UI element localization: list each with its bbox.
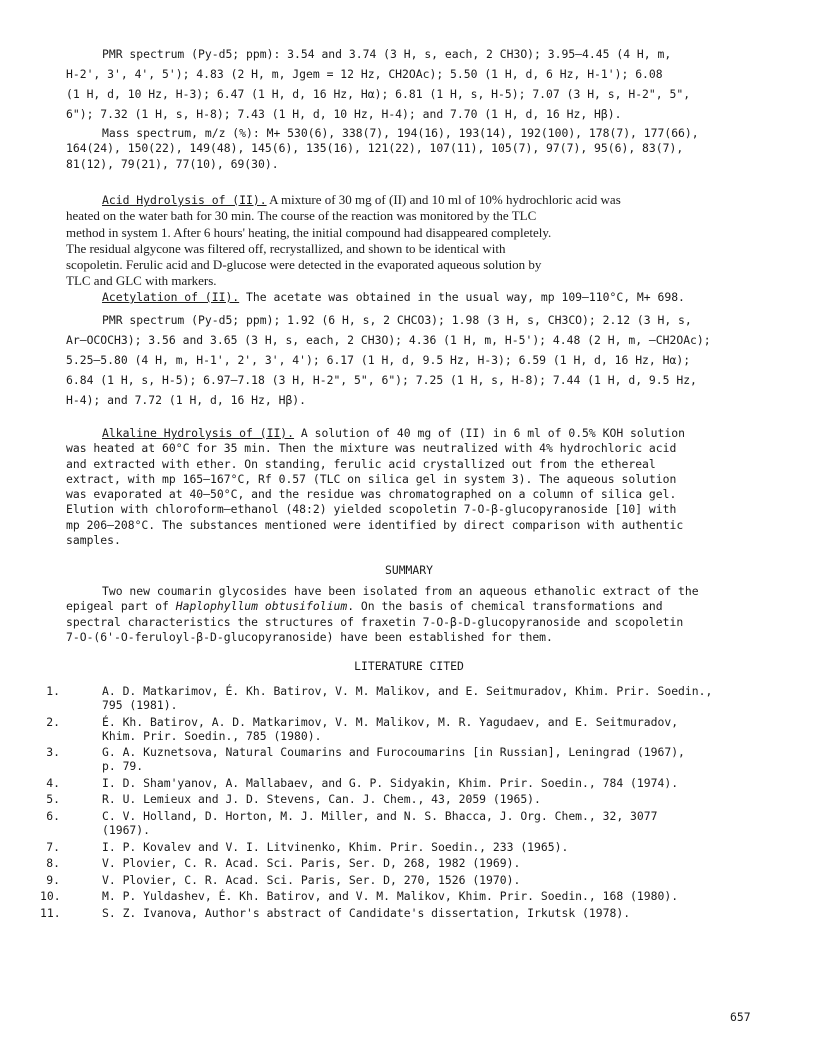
reference-item <box>40 792 756 806</box>
reference-item <box>40 873 756 887</box>
reference-item <box>40 745 756 773</box>
reference-item <box>40 856 756 870</box>
reference-text: I. P. Kovalev and V. I. Litvinenko, Khim. Prir. Soedin., 233 (1965). <box>102 839 569 854</box>
reference-number: 1. <box>46 684 60 698</box>
reference-number: 11. <box>40 905 61 920</box>
summary-heading: SUMMARY <box>384 563 433 577</box>
reference-text: R. U. Lemieux and J. D. Stevens, Can. J. Chem., 43, 2059 (1965). <box>102 792 541 807</box>
reference-item <box>40 906 756 920</box>
alkaline-hydrolysis-paragraph <box>66 426 752 548</box>
reference-text: G. A. Kuznetsova, Natural Coumarins and Furocoumarins [in Russian], Leningrad (1967), p. 79. <box>102 745 685 774</box>
reference-number: 4. <box>46 775 60 790</box>
reference-item <box>40 684 756 712</box>
reference-number: 8. <box>46 856 60 871</box>
reference-number: 10. <box>40 889 61 904</box>
reference-list <box>40 684 756 923</box>
acetate-pmr-paragraph: PMR spectrum (Py-d5; ppm); 1.92 (6 H, s, 2 CHCO3); 1.98 (3 H, s, CH3CO); 2.12 (3 H, s, Ar–OCOCH3); 3.56 and 3.65 (3 H, s, each, 2 CH3O); 4.36 (1 H, m, H-5'); 4.48 (2 H, m, –CH2OAc); 5.25–5.80 (4 H, m, H-1', 2', 3', 4'); 6.17 (1 H, d, 9.5 Hz, H-3); 6.59 (1 H, d, 16 Hz, Hα); 6.84 (1 H, s, H-5); 6.97–7.18 (3 H, H-2", 5", 6"); 7.25 (1 H, s, H-8); 7.44 (1 H, d, 9.5 Hz, H-4); and 7.72 (1 H, d, 16 Hz, Hβ). <box>66 313 711 407</box>
reference-item <box>40 715 756 743</box>
reference-text: V. Plovier, C. R. Acad. Sci. Paris, Ser. D, 268, 1982 (1969). <box>102 856 521 871</box>
acid-hydrolysis-heading: Acid Hydrolysis of (II). <box>102 193 267 207</box>
reference-item <box>40 776 756 790</box>
reference-number: 7. <box>46 839 60 854</box>
literature-heading: LITERATURE CITED <box>354 659 464 673</box>
pmr-spectrum-paragraph: PMR spectrum (Py-d5; ppm): 3.54 and 3.74 (3 H, s, each, 2 CH3O); 3.95–4.45 (4 H, m, H-2', 3', 4', 5'); 4.83 (2 H, m, Jgem = 12 Hz, CH2OAc); 5.50 (1 H, d, 6 Hz, H-1'); 6.08 (1 H, d, 10 Hz, H-3); 6.47 (1 H, d, 16 Hz, Hα); 6.81 (1 H, s, H-5); 7.07 (3 H, s, H-2", 5", 6"); 7.32 (1 H, s, H-8); 7.43 (1 H, d, 10 Hz, H-4); and 7.70 (1 H, d, 16 Hz, Hβ). <box>66 47 691 121</box>
reference-number: 5. <box>46 792 60 807</box>
acid-hydrolysis-paragraph <box>66 192 752 290</box>
alkaline-hydrolysis-text: A solution of 40 mg of (II) in 6 ml of 0.5% KOH solution was heated at 60°C for 35 min. Then the mixture was neutralized with 4% hydrochloric acid and extracted with ether. On standing, ferulic acid crystallized out from the ethereal extract, with mp 165–167°C, Rf 0.57 (TLC on silica gel in system 3). The aqueous solution was evaporated at 40–50°C, and the residue was chromatographed on a column of silica gel. Elution with chloroform–ethanol (48:2) yielded scopoletin 7-O-β-glucopyranoside [10] with mp 206–208°C. The substances mentioned were identified by direct comparison with authentic samples. <box>66 426 685 548</box>
page-number: 657 <box>730 1010 751 1024</box>
alkaline-hydrolysis-heading: Alkaline Hydrolysis of (II). <box>102 426 295 440</box>
reference-number: 6. <box>46 808 60 823</box>
reference-text: S. Z. Ivanova, Author's abstract of Candidate's dissertation, Irkutsk (1978). <box>102 905 631 920</box>
reference-text: V. Plovier, C. R. Acad. Sci. Paris, Ser. D, 270, 1526 (1970). <box>102 872 521 887</box>
acetylation-text: The acetate was obtained in the usual way, mp 109–110°C, M+ 698. <box>239 290 685 304</box>
acid-hydrolysis-text: A mixture of 30 mg of (II) and 10 ml of 10% hydrochloric acid was heated on the water bath for 30 min. The course of the reaction was monitored by the TLC method in system 1. After 6 hours' heating, the initial compound had disappeared completely. The residual algycone was filtered off, recrystallized, and shown to be identical with scopoletin. Ferulic acid and D-glucose were detected in the evaporated aqueous solution by TLC and GLC with markers. <box>66 192 621 289</box>
summary-text-2: . On the basis of chemical transformations and spectral characteristics the structures of fraxetin 7-O-β-D-glucopyranoside and scopoletin 7-O-(6'-O-feruloyl-β-D-glucopyranoside) have been established for them. <box>66 599 684 644</box>
species-name: Haplophyllum obtusifolium <box>175 599 348 614</box>
summary-text-1: Two new coumarin glycosides have been isolated from an aqueous ethanolic extract of the epigeal part of <box>66 584 699 614</box>
acetylation-paragraph <box>66 290 752 305</box>
reference-number: 2. <box>46 714 60 729</box>
reference-item <box>40 840 756 854</box>
reference-number: 9. <box>46 872 60 887</box>
reference-number: 3. <box>46 745 60 760</box>
acetylation-heading: Acetylation of (II). <box>102 290 240 304</box>
reference-text: C. V. Holland, D. Horton, M. J. Miller, and N. S. Bhacca, J. Org. Chem., 32, 3077 (1967). <box>102 808 658 837</box>
reference-text: A. D. Matkarimov, É. Kh. Batirov, V. M. Malikov, and E. Seitmuradov, Khim. Prir. Soedin., 795 (1981). <box>102 684 713 712</box>
mass-spectrum-paragraph: Mass spectrum, m/z (%): M+ 530(6), 338(7), 194(16), 193(14), 192(100), 178(7), 177(66), 164(24), 150(22), 149(48), 145(6), 135(16), 121(22), 107(11), 105(7), 97(7), 95(6), 83(7), 81(12), 79(21), 77(10), 69(30). <box>66 126 699 171</box>
reference-text: M. P. Yuldashev, É. Kh. Batirov, and V. M. Malikov, Khim. Prir. Soedin., 168 (1980). <box>102 889 679 904</box>
reference-item <box>40 809 756 837</box>
reference-text: É. Kh. Batirov, A. D. Matkarimov, V. M. Malikov, M. R. Yagudaev, and E. Seitmuradov, Khim. Prir. Soedin., 785 (1980). <box>102 714 679 743</box>
reference-text: I. D. Sham'yanov, A. Mallabaev, and G. P. Sidyakin, Khim. Prir. Soedin., 784 (1974). <box>102 775 679 790</box>
summary-paragraph <box>66 584 752 645</box>
reference-item <box>40 889 756 903</box>
